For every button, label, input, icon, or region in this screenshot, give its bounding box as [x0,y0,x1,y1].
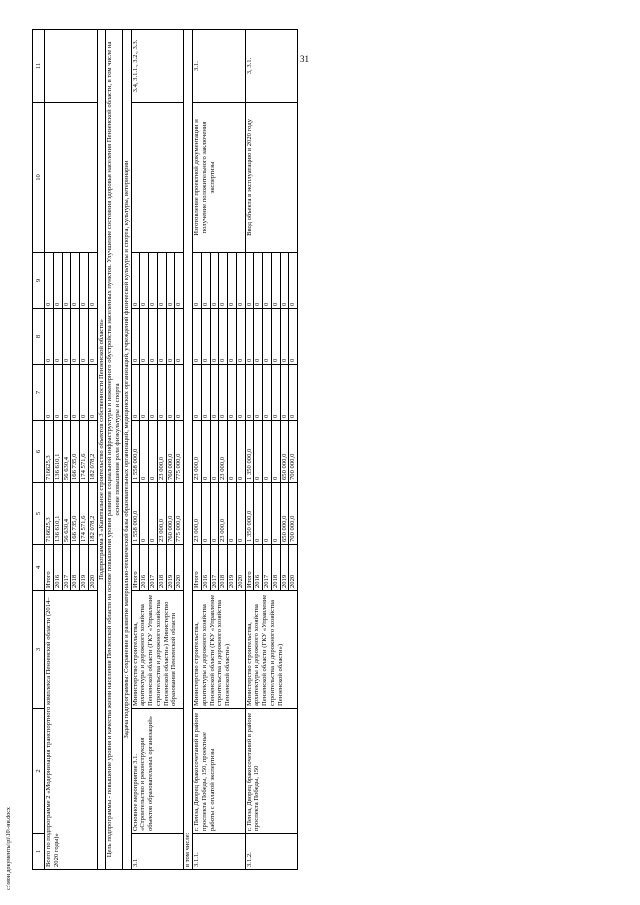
value-cell: 0 [201,253,210,309]
value-cell: 0 [175,309,184,365]
value-cell: 0 [45,253,54,309]
value-cell: 23 000,0 [157,483,166,545]
result-cell: Ввод объекта в эксплуатацию в 2020 году [245,103,298,253]
value-cell: 0 [62,309,71,365]
indicator-cell: 3.4, 3.1.1., 3.2., 3.3. [131,30,184,103]
value-cell: 0 [236,253,245,309]
value-cell: 0 [166,253,175,309]
footer-file-path: c:\мои документы\pi\10\-ни.docx [6,807,12,890]
value-cell: 0 [53,365,62,421]
value-cell: 0 [80,253,89,309]
year-cell: 2017 [263,545,272,591]
value-cell: 650 000,0 [280,483,289,545]
rotated-table-area [32,30,620,870]
value-cell: 0 [263,421,272,483]
value-cell: 0 [149,253,158,309]
subprogram-title: Подпрограмма 3 «Капитальное строительство объектов собственности Пензенской области» [97,30,106,870]
executor: Министерство строительства, архитектуры и дорожного хозяйства Пензенской области (ГКУ «Управление строительства и дорожного хозяйства Пензенской области») [245,591,298,709]
value-cell: 0 [131,253,140,309]
value-cell: 0 [263,483,272,545]
page-number: 31 [300,54,309,64]
value-cell: 136 610,1 [53,421,62,483]
value-cell: 0 [140,365,149,421]
value-cell: 0 [131,309,140,365]
value-cell: 23 000,0 [193,421,202,483]
value-cell: 716625,3 [45,421,54,483]
executor: Министерство строительства, архитектуры и дорожного хозяйства Пензенской области (ГКУ «Управление строительства и дорожного хозяйства Пензенской области») [193,591,246,709]
value-cell: 0 [263,253,272,309]
value-cell: 1 558 000,0 [131,421,140,483]
value-cell: 0 [193,309,202,365]
value-cell: 0 [254,253,263,309]
value-cell: 0 [53,253,62,309]
value-cell: 0 [140,483,149,545]
value-cell: 0 [263,365,272,421]
col-header: 11 [33,30,45,103]
year-cell: 2016 [140,545,149,591]
col-header: 1 [33,834,45,870]
value-cell: 0 [289,365,298,421]
year-cell: 2019 [228,545,237,591]
value-cell: 700 000,0 [289,483,298,545]
value-cell: 716625,3 [45,483,54,545]
value-cell: 0 [140,421,149,483]
value-cell: 1 558 000,0 [131,483,140,545]
year-cell: 2016 [53,545,62,591]
value-cell: 0 [236,365,245,421]
executor: Министерство строительства, архитектуры и дорожного хозяйства Пензенской области (ГКУ «Управление строительства и дорожного хозяйства Пензенской области») Министерство образования Пензенской области [131,591,184,709]
value-cell: 0 [88,365,97,421]
value-cell: 650 000,0 [280,421,289,483]
value-cell: 1 350 000,0 [245,421,254,483]
year-cell: 2018 [71,545,80,591]
value-cell: 23 000,0 [157,421,166,483]
row-number: 3.1.2. [245,834,298,870]
year-cell: 2020 [175,545,184,591]
goal-text: Цель подпрограммы - повышение уровня и качества жизни населения Пензенской области на основе повышения уровня развития социальной инфраструктуры и инженерного обустройства населенных пунктов. Улучшение состояния здоровья населения Пензенской области, в том числе на основе повышения роли физкультуры и спорта [106,30,123,870]
value-cell: 0 [210,365,219,421]
value-cell: 0 [236,421,245,483]
col-header: 10 [33,103,45,253]
value-cell: 0 [71,309,80,365]
col-header: 7 [33,365,45,421]
value-cell: 0 [219,253,228,309]
value-cell: 760 000,0 [166,421,175,483]
result-cell: Изготовление проектной документации и получение положительного заключения экспертизы [193,103,246,253]
value-cell: 0 [149,421,158,483]
year-cell: 2020 [88,545,97,591]
value-cell: 0 [210,309,219,365]
row-number: 3.1.1. [193,834,246,870]
indicator-cell: 3, 3.1. [245,30,298,103]
value-cell: 0 [245,309,254,365]
col-header: 8 [33,309,45,365]
value-cell: 0 [271,253,280,309]
value-cell: 0 [157,365,166,421]
value-cell: 0 [88,253,97,309]
value-cell: 0 [140,309,149,365]
value-cell: 23 000,0 [219,421,228,483]
col-header: 9 [33,253,45,309]
value-cell: 166 735,0 [71,421,80,483]
value-cell: 0 [193,365,202,421]
year-cell: 2020 [289,545,298,591]
value-cell: 174 571,6 [80,483,89,545]
year-cell: Итого [193,545,202,591]
value-cell: 0 [289,309,298,365]
indicator-cell [45,30,98,103]
table-body [33,30,298,870]
col-header: 2 [33,709,45,834]
in-that-label: в том числе: [184,30,193,870]
value-cell: 23 000,0 [193,483,202,545]
value-cell: 0 [201,365,210,421]
year-cell: 2016 [201,545,210,591]
value-cell: 0 [80,309,89,365]
year-cell: 2019 [80,545,89,591]
value-cell: 0 [280,309,289,365]
result-cell [131,103,184,253]
value-cell: 56 630,4 [62,421,71,483]
value-cell: 775 000,0 [175,421,184,483]
value-cell: 56 630,4 [62,483,71,545]
value-cell: 0 [53,309,62,365]
span-row [106,30,123,870]
span-row [97,30,106,870]
value-cell: 700 000,0 [289,421,298,483]
value-cell: 0 [88,309,97,365]
task-text: Задача подпрограммы: Сохранение и развитие материально-технической базы образовательных организаций, медицинских организаций, учреждений физической культуры и спорта, культуры, ветеринарии [122,30,131,870]
value-cell: 0 [271,421,280,483]
year-cell: Итого [45,545,54,591]
table-row [193,30,202,870]
value-cell: 0 [236,309,245,365]
value-cell: 1 350 000,0 [245,483,254,545]
value-cell: 775 000,0 [175,483,184,545]
value-cell: 0 [280,253,289,309]
value-cell: 0 [71,365,80,421]
column-number-row [33,30,45,870]
item-name: г. Пенза, Дворец бракосочетаний в районе проспекта Победы, 150, проектные работы с оплатой экспертизы [193,709,246,834]
value-cell: 0 [62,365,71,421]
value-cell: 760 000,0 [166,483,175,545]
value-cell: 166 735,0 [71,483,80,545]
value-cell: 23 000,0 [219,483,228,545]
year-cell: 2018 [271,545,280,591]
value-cell: 0 [263,309,272,365]
col-header: 4 [33,545,45,591]
value-cell: 136 610,1 [53,483,62,545]
value-cell: 0 [210,253,219,309]
value-cell: 0 [157,309,166,365]
value-cell: 0 [254,309,263,365]
span-row [122,30,131,870]
year-cell: 2017 [149,545,158,591]
row-number: 3.1 [131,834,184,870]
value-cell: 0 [271,309,280,365]
value-cell: 0 [80,365,89,421]
value-cell: 0 [254,421,263,483]
value-cell: 0 [254,365,263,421]
value-cell: 0 [254,483,263,545]
value-cell: 0 [210,421,219,483]
value-cell: 0 [131,365,140,421]
year-cell: Итого [131,545,140,591]
value-cell: 0 [201,309,210,365]
value-cell: 0 [201,483,210,545]
block-label: Всего по подпрограмме 2 «Модернизация транспортного комплекса Пензенской области (2014–2020 годы)» [45,591,98,870]
value-cell: 0 [149,483,158,545]
value-cell: 0 [166,309,175,365]
year-cell: 2018 [157,545,166,591]
program-table [32,29,298,870]
year-cell: Итого [245,545,254,591]
value-cell: 0 [62,253,71,309]
value-cell: 0 [166,365,175,421]
value-cell: 0 [280,365,289,421]
value-cell: 0 [210,483,219,545]
value-cell: 0 [175,253,184,309]
year-cell: 2017 [210,545,219,591]
value-cell: 0 [219,309,228,365]
year-cell: 2019 [166,545,175,591]
year-cell: 2018 [219,545,228,591]
value-cell: 0 [193,253,202,309]
indicator-cell: 3.1. [193,30,246,103]
year-cell: 2016 [254,545,263,591]
table-row [45,30,54,870]
value-cell: 174 571,6 [80,421,89,483]
value-cell: 182 078,2 [88,483,97,545]
value-cell: 0 [219,365,228,421]
col-header: 6 [33,421,45,483]
value-cell: 0 [228,309,237,365]
value-cell: 0 [149,365,158,421]
in-that-row [184,30,193,870]
value-cell: 0 [140,253,149,309]
value-cell: 0 [245,253,254,309]
value-cell: 0 [149,309,158,365]
value-cell: 0 [157,253,166,309]
value-cell: 0 [45,365,54,421]
value-cell: 0 [228,253,237,309]
value-cell: 0 [236,483,245,545]
result-cell [45,103,98,253]
value-cell: 182 078,2 [88,421,97,483]
value-cell: 0 [228,421,237,483]
value-cell: 0 [71,253,80,309]
value-cell: 0 [271,365,280,421]
item-name: г. Пенза, Дворец бракосочетаний в районе проспекта Победы, 150 [245,709,298,834]
value-cell: 0 [45,309,54,365]
value-cell: 0 [245,365,254,421]
value-cell: 0 [228,365,237,421]
year-cell: 2019 [280,545,289,591]
col-header: 3 [33,591,45,709]
value-cell: 0 [175,365,184,421]
year-cell: 2020 [236,545,245,591]
value-cell: 0 [271,483,280,545]
year-cell: 2017 [62,545,71,591]
value-cell: 0 [228,483,237,545]
value-cell: 0 [289,253,298,309]
table-row [245,30,254,870]
value-cell: 0 [201,421,210,483]
col-header: 5 [33,483,45,545]
table-row [131,30,140,870]
item-name: Основное мероприятие 3.1. «Строительство и реконструкция объектов образовательных организаций» [131,709,184,834]
